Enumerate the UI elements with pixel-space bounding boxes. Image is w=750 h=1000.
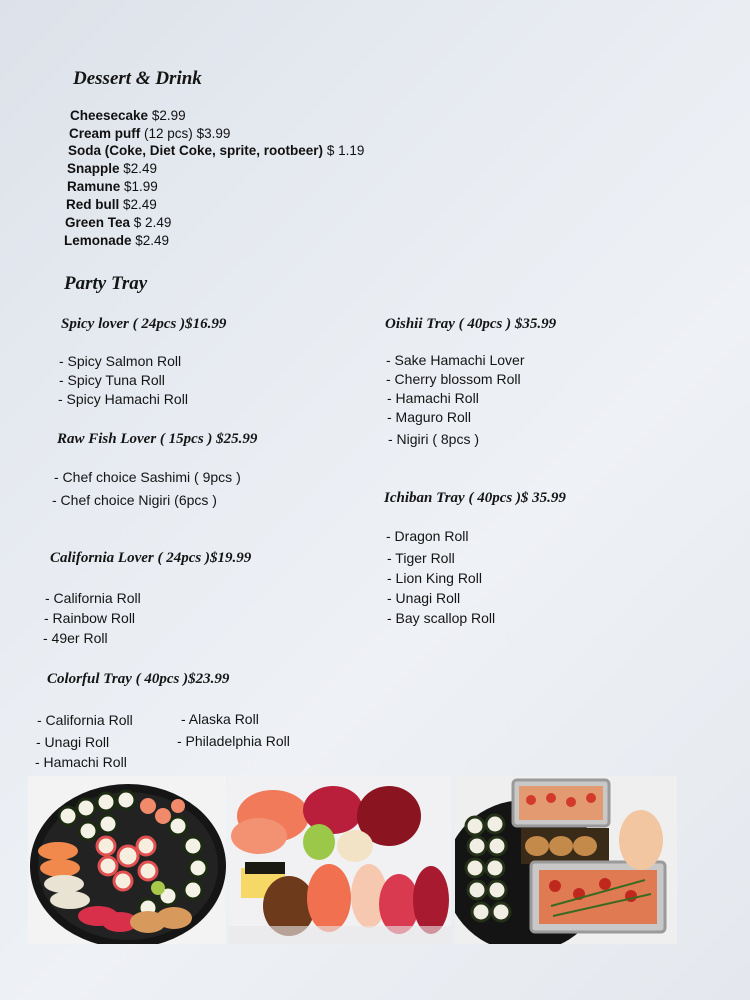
tray-item: - Spicy Salmon Roll [59,353,182,369]
tray-item: - Philadelphia Roll [177,733,290,749]
menu-line-cream-puff: Cream puff (12 pcs) $3.99 [69,126,231,141]
tray-item: - Spicy Hamachi Roll [58,391,188,407]
party-tray-heading: Party Tray [64,273,148,294]
tray-item: - California Roll [37,712,133,728]
menu-line-green-tea: Green Tea $ 2.49 [65,215,172,230]
tray-item: - Bay scallop Roll [387,610,496,626]
tray-title-oishii-tray: Oishii Tray ( 40pcs ) $35.99 [385,316,557,332]
tray-item: - Tiger Roll [387,550,455,566]
tray-title-california-lover: California Lover ( 24pcs )$19.99 [50,550,252,566]
tray-title-colorful-tray: Colorful Tray ( 40pcs )$23.99 [47,671,230,687]
menu-line-cheesecake: Cheesecake $2.99 [70,108,186,123]
menu-line-red-bull: Red bull $2.49 [66,197,157,212]
tray-title-ichiban-tray: Ichiban Tray ( 40pcs )$ 35.99 [384,490,566,506]
tray-title-raw-fish-lover: Raw Fish Lover ( 15pcs ) $25.99 [57,431,258,447]
menu-line-soda: Soda (Coke, Diet Coke, sprite, rootbeer) $ 1.19 [68,143,365,158]
tray-item: - Maguro Roll [387,409,472,425]
tray-item: - Sake Hamachi Lover [386,352,525,368]
sashimi-platter-photo [229,776,451,944]
tray-item: - Rainbow Roll [44,610,136,626]
menu-line-lemonade: Lemonade $2.49 [64,233,170,248]
tray-item: - Nigiri ( 8pcs ) [388,431,480,447]
dessert-drink-heading: Dessert & Drink [73,68,202,89]
tray-item: - Unagi Roll [36,734,110,750]
tray-item: - Alaska Roll [181,711,259,727]
tray-item: - Cherry blossom Roll [386,371,521,387]
tray-item: - Hamachi Roll [387,390,479,406]
tray-item: - Unagi Roll [387,590,461,606]
tray-title-spicy-lover: Spicy lover ( 24pcs )$16.99 [61,316,227,332]
tray-item: - Dragon Roll [386,528,469,544]
tray-item: - 49er Roll [43,630,108,646]
roll-tray-containers-photo [455,776,677,944]
menu-line-snapple: Snapple $2.49 [67,161,158,176]
tray-item: - Chef choice Sashimi ( 9pcs ) [54,469,241,485]
tray-item: - Spicy Tuna Roll [59,372,165,388]
tray-item: - Lion King Roll [387,570,482,586]
menu-line-ramune: Ramune $1.99 [67,179,158,194]
tray-item: - Hamachi Roll [35,754,127,770]
sushi-roll-platter-photo [28,776,226,944]
tray-item: - California Roll [45,590,141,606]
tray-item: - Chef choice Nigiri (6pcs ) [52,492,217,508]
